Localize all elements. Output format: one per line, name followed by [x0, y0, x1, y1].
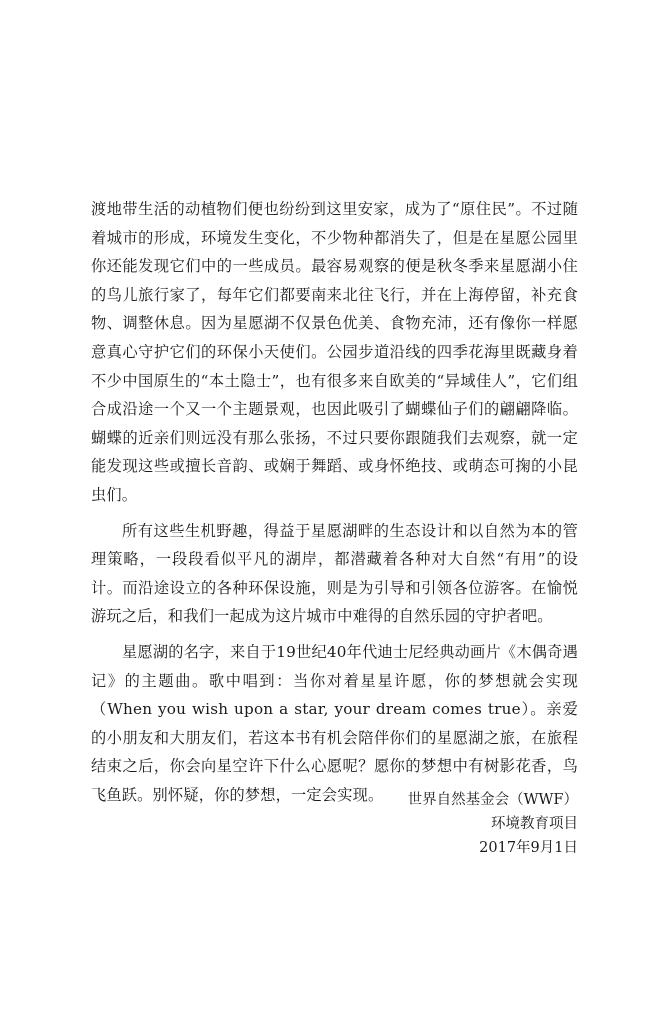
- paragraph-2: 所有这些生机野趣，得益于星愿湖畔的生态设计和以自然为本的管理策略，一段段看似平凡的湖岸，都潜藏着各种对大自然“有用”的设计。而沿途设立的各种环保设施，则是为引导和引领各位游客。在愉悦游玩之后，和我们一起成为这片城市中难得的自然乐园的守护者吧。: [91, 521, 578, 626]
- signature-date: 2017年9月1日: [479, 840, 578, 856]
- signature-organization: 世界自然基金会（WWF）: [407, 792, 578, 808]
- signature-project: 环境教育项目: [491, 816, 578, 832]
- paragraph-1: 渡地带生活的动植物们便也纷纷到这里安家，成为了“原住民”。不过随着城市的形成，环境发生变化，不少物种都消失了，但是在星愿公园里你还能发现它们中的一些成员。最容易观察的便是秋冬季来星愿湖小住的鸟儿旅行家了，每年它们都要南来北往飞行，并在上海停留，补充食物、调整休息。因为星愿湖不仅景色优美、食物充沛，还有像你一样愿意真心守护它们的环保小天使们。公园步道沿线的四季花海里既藏身着不少中国原生的“本土隐士”，也有很多来自欧美的“异域佳人”，它们组合成沿途一个又一个主题景观，也因此吸引了蝴蝶仙子们的翩翩降临。蝴蝶的近亲们则远没有那么张扬，不过只要你跟随我们去观察，就一定能发现这些或擅长音韵、或娴于舞蹈、或身怀绝技、或萌态可掬的小昆虫们。: [91, 200, 578, 504]
- signature-block: [408, 788, 578, 860]
- paragraph-3: 星愿湖的名字，来自于19世纪40年代迪士尼经典动画片《木偶奇遇记》的主题曲。歌中唱到：当你对着星星许愿，你的梦想就会实现（When you wish upon a star, your dream comes true）。亲爱的小朋友和大朋友们，若这本书有机会陪伴你们的星愿湖之旅，在旅程结束之后，你会向星空许下什么心愿呢？愿你的梦想中有树影花香，鸟飞鱼跃。别怀疑，你的梦想，一定会实现。: [91, 642, 578, 804]
- document-body: [91, 195, 578, 809]
